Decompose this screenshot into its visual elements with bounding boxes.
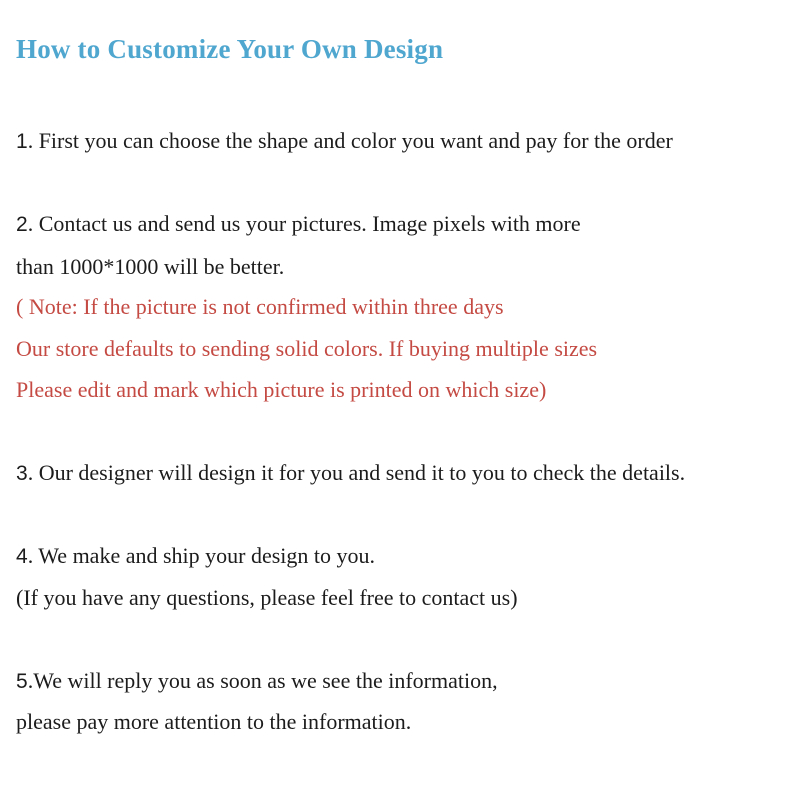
step-4-text-line-2: (If you have any questions, please feel free to contact us)	[16, 585, 518, 610]
step-1-number: 1	[16, 130, 28, 153]
step-2-note-line-1: ( Note: If the picture is not confirmed within three days	[16, 294, 504, 319]
step-1: 1. First you can choose the shape and color you want and pay for the order	[16, 128, 673, 153]
step-3-text: Our designer will design it for you and send it to you to check the details.	[38, 460, 686, 485]
step-3-number: 3	[16, 462, 28, 485]
step-4-number: 4	[16, 545, 28, 568]
step-4: 4. We make and ship your design to you.	[16, 543, 376, 568]
step-3: 3. Our designer will design it for you and send it to you to check the details.	[16, 460, 686, 485]
step-5-text-line-2: please pay more attention to the information.	[16, 709, 412, 734]
step-1-text: First you can choose the shape and color you want and pay for the order	[38, 128, 673, 153]
step-5-text-line-1: We will reply you as soon as we see the information,	[33, 668, 498, 693]
step-2-number: 2	[16, 213, 28, 236]
step-2-text-line-2: than 1000*1000 will be better.	[16, 254, 285, 279]
step-2-text-line-1: Contact us and send us your pictures. Image pixels with more	[38, 211, 581, 236]
step-2-note-line-2: Our store defaults to sending solid colors. If buying multiple sizes	[16, 336, 598, 361]
step-2: 2. Contact us and send us your pictures. Image pixels with more	[16, 211, 581, 236]
step-5: 5.We will reply you as soon as we see the information,	[16, 668, 498, 693]
step-2-note-line-3: Please edit and mark which picture is printed on which size)	[16, 377, 547, 402]
step-4-text-line-1: We make and ship your design to you.	[38, 543, 376, 568]
step-5-number: 5	[16, 670, 28, 693]
page-title: How to Customize Your Own Design	[16, 34, 444, 64]
